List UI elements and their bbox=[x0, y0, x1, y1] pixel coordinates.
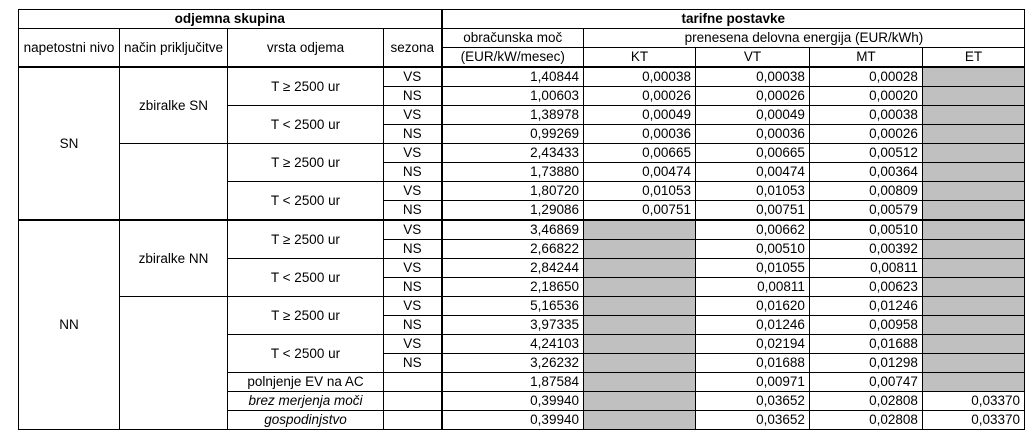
col-header-vt: VT bbox=[695, 48, 809, 68]
type-ge-2500: T ≥ 2500 ur bbox=[228, 297, 384, 335]
season-cell bbox=[384, 411, 442, 430]
vt-cell: 0,01055 bbox=[695, 259, 809, 278]
table-row bbox=[19, 67, 1025, 87]
kt-cell-empty bbox=[583, 240, 695, 259]
et-cell-empty bbox=[922, 316, 1024, 335]
season-cell bbox=[384, 392, 442, 411]
et-cell-empty bbox=[922, 297, 1024, 316]
vt-cell: 0,00474 bbox=[695, 163, 809, 182]
season-cell: NS bbox=[384, 240, 442, 259]
moc-cell: 1,80720 bbox=[442, 182, 584, 201]
type-brez-merjenja-moci: brez merjenja moči bbox=[228, 392, 384, 411]
mt-cell: 0,00747 bbox=[809, 373, 922, 392]
season-cell: NS bbox=[384, 125, 442, 144]
season-cell: NS bbox=[384, 316, 442, 335]
vt-cell: 0,00662 bbox=[695, 220, 809, 240]
et-cell-empty bbox=[922, 106, 1024, 125]
kt-cell: 0,00026 bbox=[583, 87, 695, 106]
moc-cell: 1,38978 bbox=[442, 106, 584, 125]
moc-cell: 0,39940 bbox=[442, 392, 584, 411]
mt-cell: 0,01298 bbox=[809, 354, 922, 373]
season-cell: VS bbox=[384, 144, 442, 163]
moc-cell: 2,66822 bbox=[442, 240, 584, 259]
et-cell: 0,03370 bbox=[922, 392, 1024, 411]
type-ge-2500: T ≥ 2500 ur bbox=[228, 67, 384, 106]
moc-cell: 3,26232 bbox=[442, 354, 584, 373]
et-cell-empty bbox=[922, 354, 1024, 373]
moc-cell: 0,39940 bbox=[442, 411, 584, 430]
vt-cell: 0,00026 bbox=[695, 87, 809, 106]
et-cell-empty bbox=[922, 163, 1024, 182]
type-ge-2500: T ≥ 2500 ur bbox=[228, 220, 384, 259]
moc-cell: 1,87584 bbox=[442, 373, 584, 392]
kt-cell-empty bbox=[583, 411, 695, 430]
vt-cell: 0,03652 bbox=[695, 392, 809, 411]
season-cell: NS bbox=[384, 278, 442, 297]
season-cell: VS bbox=[384, 335, 442, 354]
mt-cell: 0,01688 bbox=[809, 335, 922, 354]
et-cell-empty bbox=[922, 182, 1024, 201]
kt-cell-empty bbox=[583, 392, 695, 411]
mt-cell: 0,00026 bbox=[809, 125, 922, 144]
type-gospodinjstvo: gospodinjstvo bbox=[228, 411, 384, 430]
moc-cell: 1,40844 bbox=[442, 67, 584, 87]
mt-cell: 0,01246 bbox=[809, 297, 922, 316]
kt-cell-empty bbox=[583, 297, 695, 316]
table-row bbox=[19, 144, 1025, 163]
season-cell bbox=[384, 373, 442, 392]
type-lt-2500: T < 2500 ur bbox=[228, 106, 384, 144]
kt-cell: 0,00036 bbox=[583, 125, 695, 144]
type-lt-2500: T < 2500 ur bbox=[228, 182, 384, 221]
kt-cell: 0,00665 bbox=[583, 144, 695, 163]
header-tarifne-postavke: tarifne postavke bbox=[442, 10, 1025, 29]
et-cell-empty bbox=[922, 278, 1024, 297]
col-header-kt: KT bbox=[583, 48, 695, 68]
connection-blank-sn bbox=[119, 144, 227, 221]
et-cell-empty bbox=[922, 201, 1024, 221]
moc-cell: 2,84244 bbox=[442, 259, 584, 278]
mt-cell: 0,00958 bbox=[809, 316, 922, 335]
connection-zbiralke-nn: zbiralke NN bbox=[119, 220, 227, 297]
vt-cell: 0,03652 bbox=[695, 411, 809, 430]
season-cell: VS bbox=[384, 67, 442, 87]
kt-cell-empty bbox=[583, 259, 695, 278]
col-header-mt: MT bbox=[809, 48, 922, 68]
tariff-table-container bbox=[18, 9, 1025, 430]
col-header-nacin-prikljucitve: način priključitve bbox=[119, 29, 227, 68]
vt-cell: 0,00971 bbox=[695, 373, 809, 392]
kt-cell-empty bbox=[583, 220, 695, 240]
mt-cell: 0,00809 bbox=[809, 182, 922, 201]
mt-cell: 0,00364 bbox=[809, 163, 922, 182]
kt-cell-empty bbox=[583, 316, 695, 335]
vt-cell: 0,01053 bbox=[695, 182, 809, 201]
et-cell-empty bbox=[922, 259, 1024, 278]
vt-cell: 0,01246 bbox=[695, 316, 809, 335]
et-cell: 0,03370 bbox=[922, 411, 1024, 430]
season-cell: NS bbox=[384, 87, 442, 106]
tariff-table bbox=[18, 9, 1025, 430]
moc-cell: 3,97335 bbox=[442, 316, 584, 335]
season-cell: VS bbox=[384, 182, 442, 201]
mt-cell: 0,00392 bbox=[809, 240, 922, 259]
et-cell-empty bbox=[922, 220, 1024, 240]
mt-cell: 0,00512 bbox=[809, 144, 922, 163]
kt-cell: 0,00474 bbox=[583, 163, 695, 182]
mt-cell: 0,00811 bbox=[809, 259, 922, 278]
kt-cell: 0,00751 bbox=[583, 201, 695, 221]
col-header-moc-line1: obračunska moč bbox=[442, 29, 584, 48]
season-cell: VS bbox=[384, 106, 442, 125]
vt-cell: 0,01688 bbox=[695, 354, 809, 373]
vt-cell: 0,01620 bbox=[695, 297, 809, 316]
et-cell-empty bbox=[922, 373, 1024, 392]
col-header-energija: prenesena delovna energija (EUR/kWh) bbox=[583, 29, 1024, 48]
type-ge-2500: T ≥ 2500 ur bbox=[228, 144, 384, 182]
col-header-napetostni-nivo: napetostni nivo bbox=[19, 29, 120, 68]
season-cell: VS bbox=[384, 297, 442, 316]
mt-cell: 0,00028 bbox=[809, 67, 922, 87]
table-row bbox=[19, 297, 1025, 316]
level-sn: SN bbox=[19, 67, 120, 220]
season-cell: VS bbox=[384, 259, 442, 278]
season-cell: NS bbox=[384, 201, 442, 221]
col-header-moc-line2: (EUR/kW/mesec) bbox=[442, 48, 584, 68]
vt-cell: 0,02194 bbox=[695, 335, 809, 354]
mt-cell: 0,02808 bbox=[809, 392, 922, 411]
vt-cell: 0,00665 bbox=[695, 144, 809, 163]
type-lt-2500: T < 2500 ur bbox=[228, 259, 384, 297]
moc-cell: 3,46869 bbox=[442, 220, 584, 240]
vt-cell: 0,00038 bbox=[695, 67, 809, 87]
kt-cell-empty bbox=[583, 373, 695, 392]
mt-cell: 0,00510 bbox=[809, 220, 922, 240]
col-header-sezona: sezona bbox=[384, 29, 442, 68]
moc-cell: 4,24103 bbox=[442, 335, 584, 354]
vt-cell: 0,00811 bbox=[695, 278, 809, 297]
vt-cell: 0,00036 bbox=[695, 125, 809, 144]
moc-cell: 2,18650 bbox=[442, 278, 584, 297]
mt-cell: 0,00038 bbox=[809, 106, 922, 125]
type-lt-2500: T < 2500 ur bbox=[228, 335, 384, 373]
et-cell-empty bbox=[922, 125, 1024, 144]
header-odjemna-skupina: odjemna skupina bbox=[19, 10, 442, 29]
moc-cell: 2,43433 bbox=[442, 144, 584, 163]
kt-cell-empty bbox=[583, 335, 695, 354]
vt-cell: 0,00049 bbox=[695, 106, 809, 125]
et-cell-empty bbox=[922, 87, 1024, 106]
vt-cell: 0,00510 bbox=[695, 240, 809, 259]
season-cell: NS bbox=[384, 354, 442, 373]
type-polnjenje-ev: polnjenje EV na AC bbox=[228, 373, 384, 392]
kt-cell: 0,01053 bbox=[583, 182, 695, 201]
table-row bbox=[19, 220, 1025, 240]
moc-cell: 5,16536 bbox=[442, 297, 584, 316]
kt-cell: 0,00038 bbox=[583, 67, 695, 87]
connection-blank-nn bbox=[119, 297, 227, 430]
season-cell: VS bbox=[384, 220, 442, 240]
col-header-et: ET bbox=[922, 48, 1024, 68]
moc-cell: 1,29086 bbox=[442, 201, 584, 221]
mt-cell: 0,00020 bbox=[809, 87, 922, 106]
et-cell-empty bbox=[922, 240, 1024, 259]
kt-cell: 0,00049 bbox=[583, 106, 695, 125]
connection-zbiralke-sn: zbiralke SN bbox=[119, 67, 227, 144]
col-header-vrsta-odjema: vrsta odjema bbox=[228, 29, 384, 68]
level-nn: NN bbox=[19, 220, 120, 430]
moc-cell: 1,00603 bbox=[442, 87, 584, 106]
season-cell: NS bbox=[384, 163, 442, 182]
moc-cell: 1,73880 bbox=[442, 163, 584, 182]
mt-cell: 0,00579 bbox=[809, 201, 922, 221]
moc-cell: 0,99269 bbox=[442, 125, 584, 144]
mt-cell: 0,02808 bbox=[809, 411, 922, 430]
et-cell-empty bbox=[922, 335, 1024, 354]
kt-cell-empty bbox=[583, 354, 695, 373]
et-cell-empty bbox=[922, 67, 1024, 87]
mt-cell: 0,00623 bbox=[809, 278, 922, 297]
vt-cell: 0,00751 bbox=[695, 201, 809, 221]
kt-cell-empty bbox=[583, 278, 695, 297]
et-cell-empty bbox=[922, 144, 1024, 163]
